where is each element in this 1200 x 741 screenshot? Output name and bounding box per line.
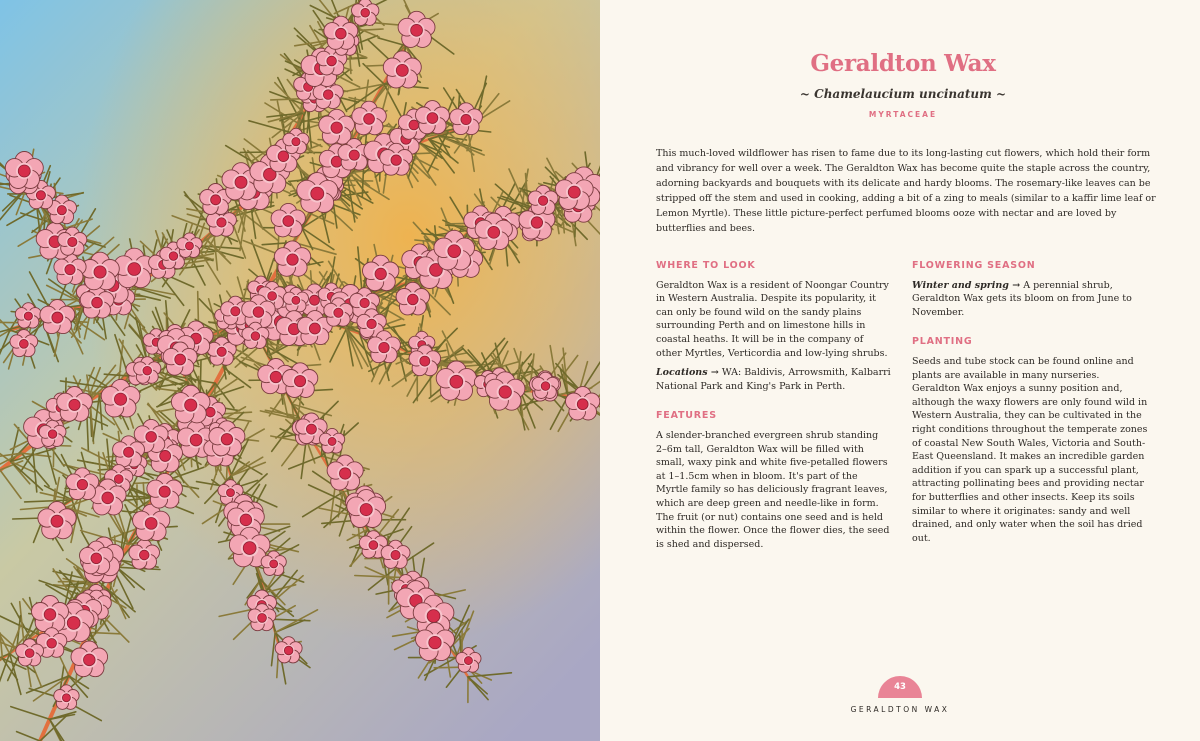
flower-center (169, 252, 178, 261)
flower-center (360, 503, 372, 515)
flower-center (450, 375, 463, 388)
flower-center (65, 265, 75, 275)
wax-flower (352, 0, 379, 25)
flower-center (146, 432, 157, 443)
flower-center (185, 242, 193, 250)
flower-center (292, 296, 300, 304)
flower-center (327, 56, 337, 66)
flower-center (51, 515, 63, 527)
flower-center (24, 312, 32, 320)
flower-center (294, 375, 305, 386)
flower-center (364, 114, 375, 125)
where-to-look-body: Geraldton Wax is a resident of Noongar Country in Western Australia. Despite its popularity, it can only be found wild on the sandy plains surrounding Perth and on limestone hills in coastal heaths. It will be in the company of other Myrtles, Verticordia and low-lying shrubs. (656, 279, 889, 359)
flower-center (420, 356, 430, 366)
flower-center (284, 646, 293, 655)
planting-heading: PLANTING (912, 336, 973, 348)
flower-center (175, 354, 186, 365)
flower-center (69, 399, 80, 410)
flower-center (391, 155, 401, 165)
flower-center (369, 541, 378, 550)
flower-center (47, 638, 57, 648)
flower-center (461, 114, 471, 124)
flower-center (331, 122, 342, 133)
flower-center (159, 486, 170, 497)
flower-center (52, 312, 63, 323)
flower-center (287, 254, 298, 265)
flowering-season-text: A perennial shrub, Geraldton Wax gets its bloom on from June to November. (912, 279, 1132, 318)
flower-center (18, 165, 30, 177)
flower-center (531, 217, 542, 228)
flower-center (538, 196, 547, 205)
flower-center (243, 542, 256, 555)
flower-center (226, 489, 234, 497)
flower-center (270, 560, 278, 568)
flowering-season-label: Winter and spring → (912, 279, 1021, 291)
flower-center (270, 371, 281, 382)
flower-center (160, 450, 171, 461)
flower-center (311, 187, 324, 200)
flower-center (253, 307, 264, 318)
flower-center (292, 138, 300, 146)
flower-center (577, 399, 588, 410)
flower-center (464, 657, 472, 665)
flowering-season-paragraph (912, 279, 1148, 320)
flower-center (124, 447, 134, 457)
flower-center (235, 176, 247, 188)
flower-center (102, 492, 114, 504)
flower-center (283, 216, 294, 227)
flower-center (36, 191, 45, 200)
flower-center (361, 8, 370, 17)
flower-center (139, 550, 149, 560)
flower-center (278, 151, 289, 162)
where-to-look-heading: WHERE TO LOOK (656, 260, 756, 271)
flower-center (360, 298, 369, 307)
flower-center (323, 90, 333, 100)
flower-center (258, 614, 267, 623)
flower-center (411, 24, 423, 36)
flower-center (268, 292, 277, 301)
flowering-season-heading: FLOWERING SEASON (912, 260, 1036, 271)
flower-center (349, 150, 359, 160)
planting-body: Seeds and tube stock can be found online and plants are available in many nurseries. Geraldton Wax enjoys a sunny position and, although the waxy flowers are only found wild in Western Australia, they can be cultivated in the right conditions throughout the temperate zones of coastal New South Wales, Victoria and South-East Queensland. It makes an incredible garden addition if you can spark up a successful plant, attracting pollinating bees and providing nectar for butterflies and other insects. Keep its soils similar to where it originates: sandy and well drained, and only water when the soil has dried out. (912, 355, 1148, 544)
flower-center (409, 120, 419, 130)
flower-center (309, 295, 319, 305)
flower-center (568, 186, 580, 198)
flower-center (306, 424, 316, 434)
flower-center (499, 386, 511, 398)
flower-center (251, 332, 260, 341)
flower-center (427, 113, 438, 124)
flower-center (185, 399, 197, 411)
locations-paragraph (656, 366, 892, 393)
right-column (912, 259, 1148, 551)
flower-center (190, 434, 202, 446)
flower-center (231, 307, 240, 316)
flower-center (128, 263, 141, 276)
flower-center (379, 342, 389, 352)
flower-center (328, 437, 336, 445)
flower-center (336, 28, 347, 39)
flower-center (429, 636, 441, 648)
left-column (656, 259, 892, 557)
flower-center (114, 393, 126, 405)
intro-paragraph: This much-loved wildflower has risen to fame due to its long-lasting cut flowers, which hold their form and vibrancy for well over a week. The Geraldton Wax has become quite the staple across the country, adorning backyards and bouquets with its delicate and hardy blooms. The rosemary-like leaves can be stripped off the stem and used in cooking, adding a bit of a zing to meals (similar to a kaffir lime leaf or Lemon Myrtle). These little picture-perfect perfumed blooms ooze with nectar and are loved by butterflies and bees. (656, 148, 1156, 234)
flower-center (114, 475, 123, 484)
flower-center (427, 610, 440, 623)
flower-center (367, 319, 376, 328)
features-body: A slender-branched evergreen shrub standing 2–6m tall, Geraldton Wax will be filled with small, waxy pink and white five-petalled flowers at 1–1.5cm when in bloom. It's part of the Myrtle family so has deliciously fragrant leaves, which are deep green and needle-like in form. The fruit (or nut) contains one seed and is held within the flower. Once the flower dies, the seed is shed and dispersed. (656, 429, 890, 550)
flower-center (19, 339, 28, 348)
flower-center (91, 553, 102, 564)
locations-text: WA: Baldivis, Arrowsmith, Kalbarri National Park and King's Park in Perth. (656, 367, 891, 392)
features-heading: FEATURES (656, 410, 717, 422)
flower-center (217, 347, 226, 356)
flower-center (143, 366, 152, 375)
flower-center (92, 297, 103, 308)
scientific-name: ~ Chamelaucium uncinatum ~ (799, 87, 1007, 101)
leaf-needle (434, 667, 462, 668)
flower-center (375, 268, 386, 279)
flower-center (309, 323, 320, 334)
flower-center (334, 308, 343, 317)
page-number: 43 (894, 682, 906, 692)
flower-center (77, 479, 87, 489)
flower-center (211, 195, 221, 205)
flower-center (68, 237, 77, 246)
flower-center (84, 654, 96, 666)
flower-center (541, 382, 550, 391)
locations-label: Locations → (656, 367, 719, 379)
flower-center (48, 430, 57, 439)
flower-center (339, 468, 350, 479)
flower-center (25, 649, 34, 658)
flower-center (391, 550, 400, 559)
page-title: Geraldton Wax (810, 50, 996, 77)
flower-center (221, 434, 232, 445)
flower-center (67, 617, 80, 630)
flower-center (57, 206, 66, 215)
flower-center (448, 245, 461, 258)
flower-center (396, 64, 408, 76)
flower-center (62, 694, 70, 702)
flower-center (408, 294, 419, 305)
plant-family: MYRTACEAE (868, 110, 938, 119)
text-page (600, 0, 1200, 741)
running-footer: GERALDTON WAX (850, 705, 950, 714)
flower-center (488, 226, 500, 238)
flower-center (217, 218, 226, 227)
flower-center (94, 266, 106, 278)
flower-center (240, 514, 252, 526)
flower-center (145, 517, 157, 529)
flower-center (44, 609, 56, 621)
